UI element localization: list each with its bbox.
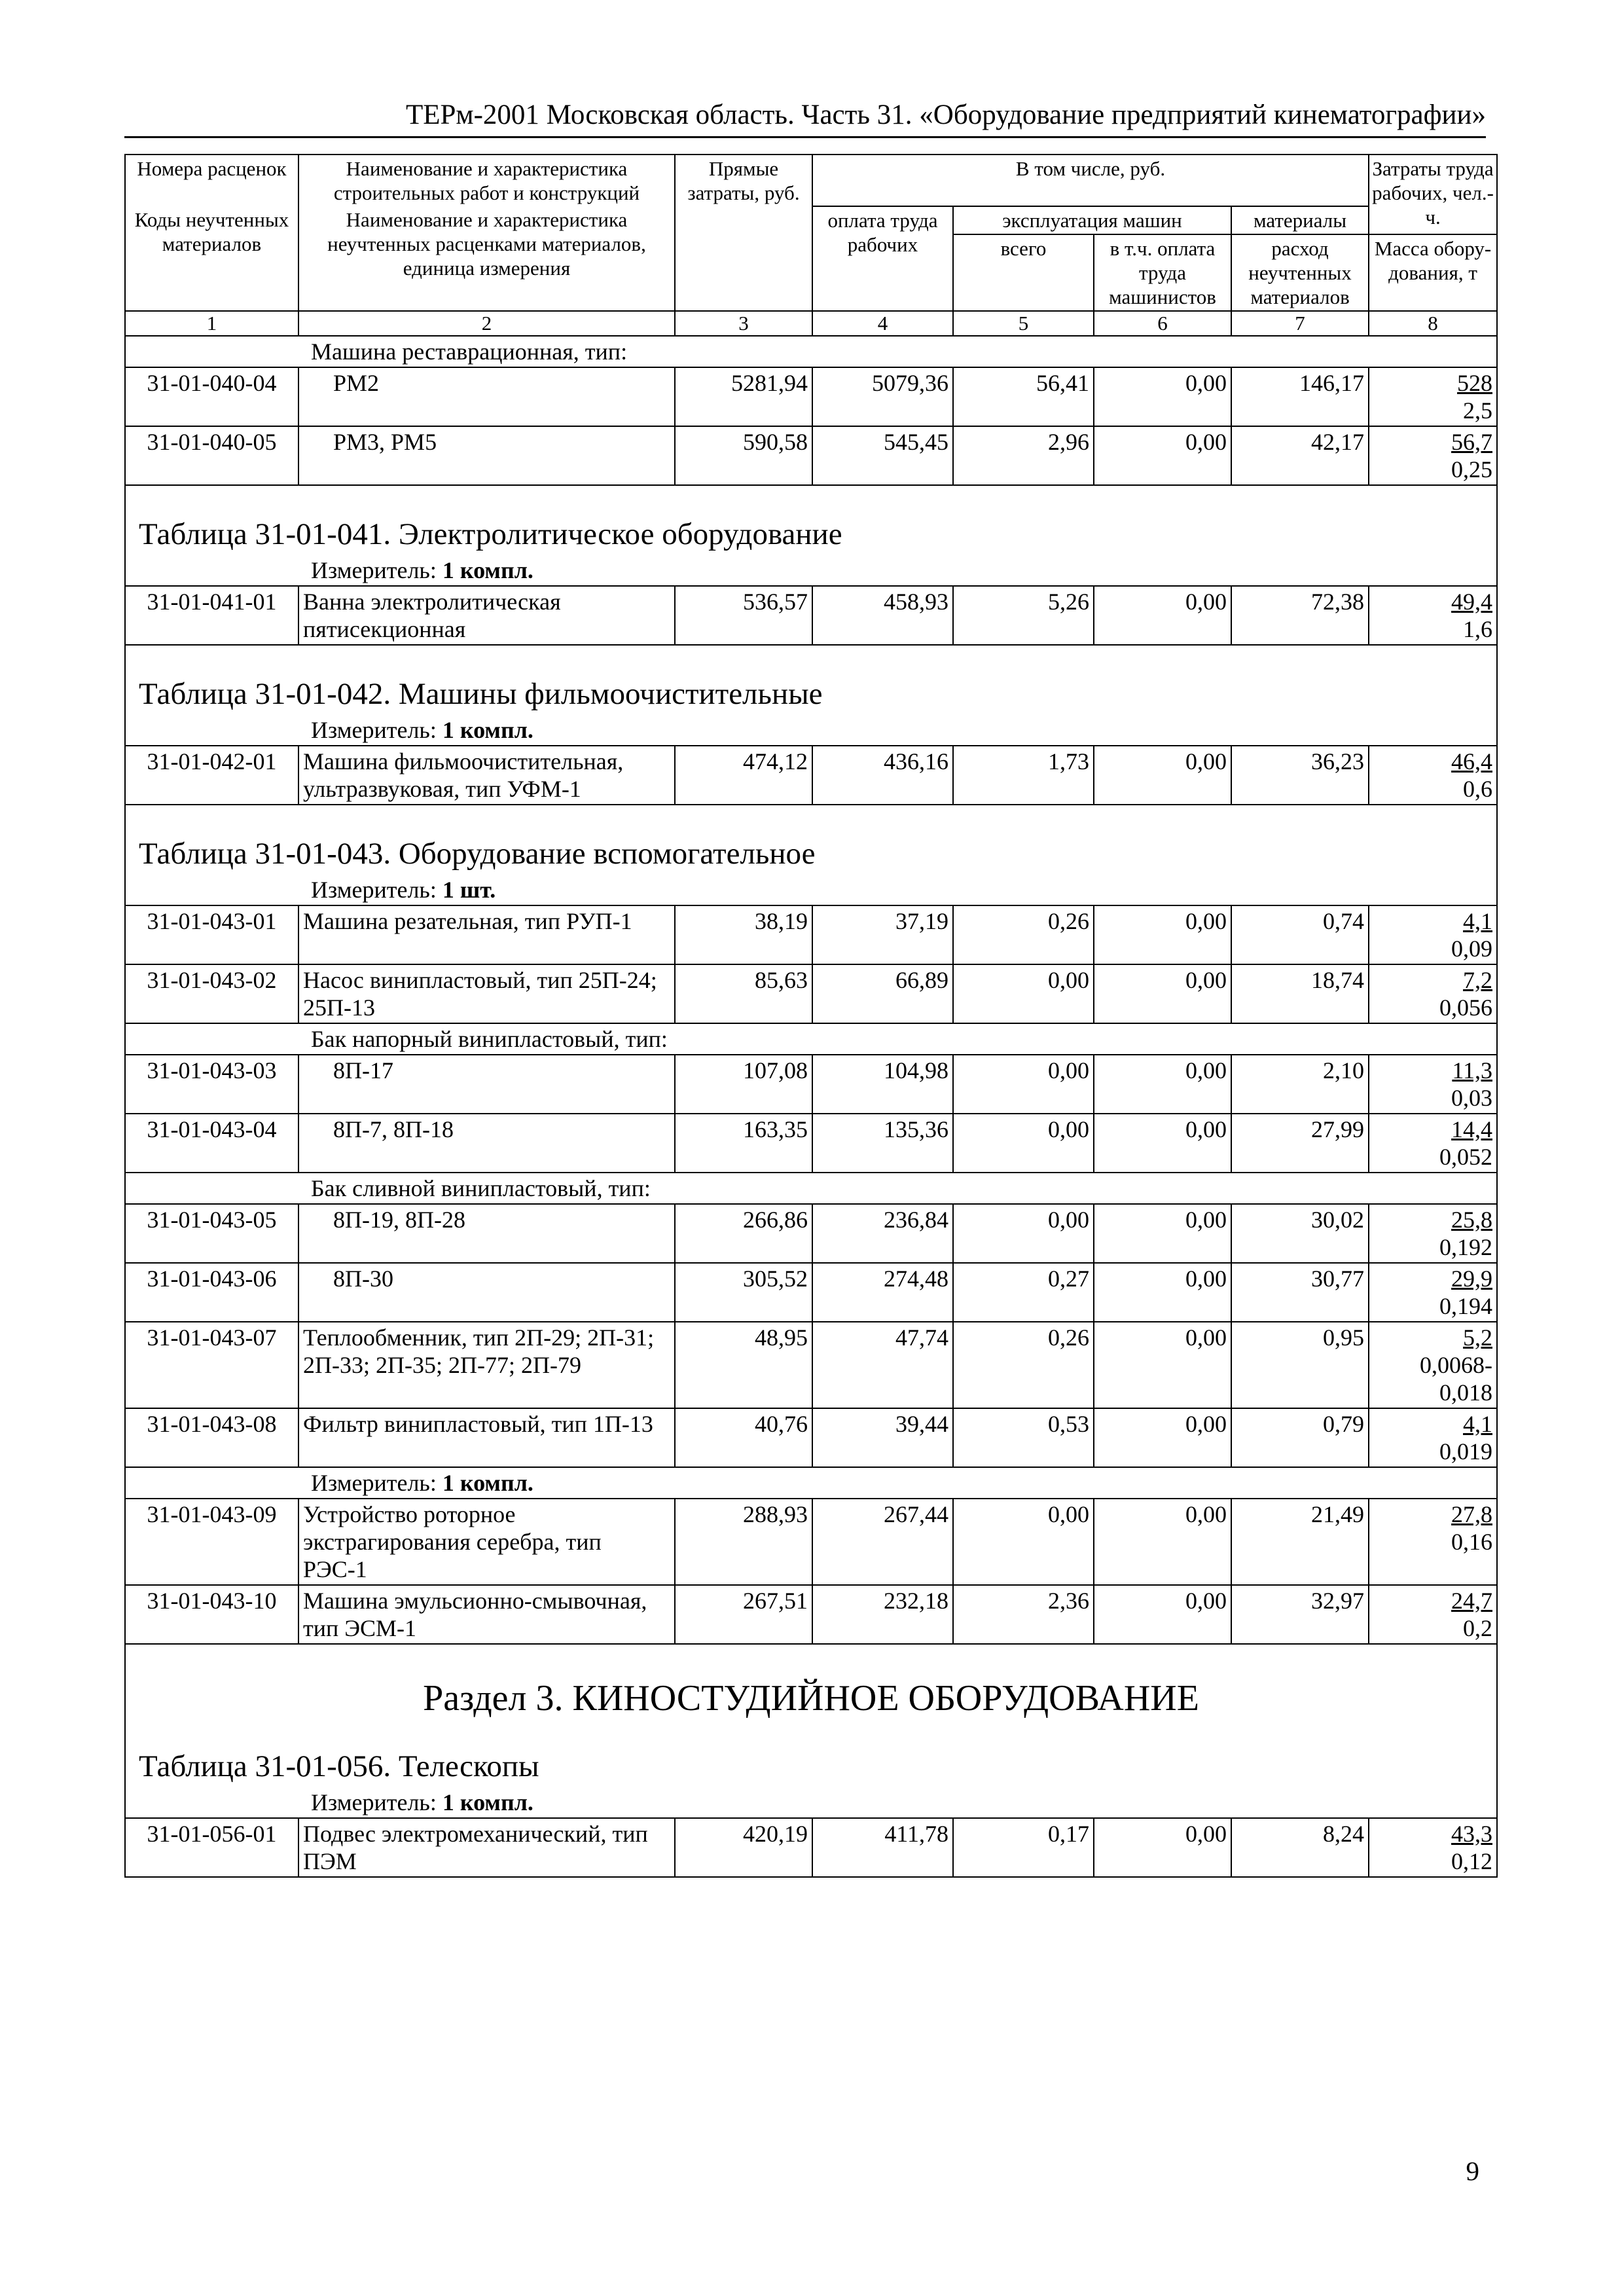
table-row [125,1055,1497,1114]
work-name: Теплообменник, тип 2П-29; 2П-31; 2П-33; 2П-35; 2П-77; 2П-79 [298,1322,675,1408]
rate-code: 31-01-043-10 [125,1585,298,1644]
table-row [125,586,1497,645]
labor-cost: 274,48 [812,1263,953,1322]
machinist-labor-cost: 0,00 [1094,1263,1231,1322]
group-title: Бак сливной винипластовый, тип: [125,1173,1497,1204]
rate-code: 31-01-043-02 [125,964,298,1023]
colnum: 3 [675,311,812,336]
col1-header-top: Номера расценок [125,155,298,206]
rate-code: 31-01-040-05 [125,426,298,485]
work-name: РМ3, РМ5 [298,426,675,485]
work-name: Насос винипластовый, тип 25П-24; 25П-13 [298,964,675,1023]
colnum: 4 [812,311,953,336]
labor-hours-mass [1369,367,1497,426]
measure-label: Измеритель: [311,1789,437,1815]
group-row [125,336,1497,367]
machines-header: эксплуатация машин [953,206,1231,234]
labor-cost: 39,44 [812,1408,953,1467]
machine-cost: 2,96 [953,426,1094,485]
materials-cost: 36,23 [1231,746,1369,805]
direct-cost: 267,51 [675,1585,812,1644]
rate-code: 31-01-043-03 [125,1055,298,1114]
direct-cost: 38,19 [675,905,812,964]
machinist-labor-cost: 0,00 [1094,1499,1231,1585]
equipment-mass: 0,12 [1451,1848,1493,1874]
direct-cost: 474,12 [675,746,812,805]
work-name: Машина фильмоочистительная, ультразвуковая, тип УФМ-1 [298,746,675,805]
measure-value: 1 компл. [442,717,533,743]
direct-cost: 48,95 [675,1322,812,1408]
labor-hours-mass [1369,1499,1497,1585]
measure-row [125,1467,1497,1499]
measure-unit [125,1787,1497,1818]
table-title-row [125,1726,1497,1787]
col6-header: в т.ч. оплата труда машинистов [1094,234,1231,311]
measure-row [125,875,1497,905]
equipment-mass: 0,192 [1439,1234,1493,1260]
labor-hours: 5,2 [1463,1324,1493,1351]
labor-hours: 27,8 [1451,1501,1493,1527]
table-row [125,1204,1497,1263]
labor-hours-mass [1369,1818,1497,1877]
equipment-mass: 1,6 [1463,616,1493,642]
labor-cost: 267,44 [812,1499,953,1585]
table-title: Таблица 31-01-056. Телескопы [125,1726,1497,1787]
machinist-labor-cost: 0,00 [1094,1585,1231,1644]
rate-code: 31-01-043-01 [125,905,298,964]
labor-hours: 46,4 [1451,748,1493,774]
table-row [125,1114,1497,1173]
group-title: Машина реставрационная, тип: [125,336,1497,367]
table-row [125,1263,1497,1322]
labor-hours-mass [1369,1204,1497,1263]
equipment-mass: 0,019 [1439,1438,1493,1465]
machine-cost: 0,26 [953,1322,1094,1408]
machinist-labor-cost: 0,00 [1094,905,1231,964]
labor-cost: 232,18 [812,1585,953,1644]
labor-cost: 436,16 [812,746,953,805]
page-number: 9 [1466,2156,1479,2186]
labor-hours: 528 [1457,370,1493,396]
labor-hours-mass [1369,1585,1497,1644]
materials-cost: 18,74 [1231,964,1369,1023]
materials-header: материалы [1231,206,1369,234]
machinist-labor-cost: 0,00 [1094,964,1231,1023]
machine-cost: 0,27 [953,1263,1094,1322]
labor-cost: 135,36 [812,1114,953,1173]
measure-unit [125,555,1497,586]
table-title-row [125,485,1497,555]
machine-cost: 0,00 [953,1204,1094,1263]
labor-cost: 104,98 [812,1055,953,1114]
work-name: Ванна электролитическая пятисекционная [298,586,675,645]
materials-cost: 32,97 [1231,1585,1369,1644]
table-row [125,1408,1497,1467]
machine-cost: 0,53 [953,1408,1094,1467]
rate-code: 31-01-043-05 [125,1204,298,1263]
materials-cost: 30,77 [1231,1263,1369,1322]
machine-cost: 2,36 [953,1585,1094,1644]
work-name: 8П-19, 8П-28 [298,1204,675,1263]
machinist-labor-cost: 0,00 [1094,1818,1231,1877]
measure-unit [125,1467,1497,1499]
colnum: 1 [125,311,298,336]
direct-cost: 288,93 [675,1499,812,1585]
rate-code: 31-01-040-04 [125,367,298,426]
col4-header: оплата труда рабочих [812,206,953,311]
equipment-mass: 0,03 [1451,1085,1493,1111]
equipment-mass: 0,052 [1439,1144,1493,1170]
direct-cost: 107,08 [675,1055,812,1114]
colnum: 7 [1231,311,1369,336]
materials-cost: 0,79 [1231,1408,1369,1467]
labor-hours: 7,2 [1463,967,1493,993]
rate-code: 31-01-043-09 [125,1499,298,1585]
table-row [125,1818,1497,1877]
rate-code: 31-01-043-04 [125,1114,298,1173]
table-row [125,1322,1497,1408]
direct-cost: 85,63 [675,964,812,1023]
table-row [125,746,1497,805]
labor-cost: 411,78 [812,1818,953,1877]
direct-cost: 420,19 [675,1818,812,1877]
machinist-labor-cost: 0,00 [1094,1204,1231,1263]
direct-cost: 536,57 [675,586,812,645]
materials-cost: 21,49 [1231,1499,1369,1585]
measure-row [125,715,1497,746]
machine-cost: 1,73 [953,746,1094,805]
column-numbers [125,311,1497,336]
measure-label: Измеритель: [311,557,437,583]
col7-header: расход неучтенных материалов [1231,234,1369,311]
rate-code: 31-01-042-01 [125,746,298,805]
measure-value: 1 компл. [442,1789,533,1815]
labor-hours-mass [1369,1114,1497,1173]
col8-header-bottom: Масса обору-дования, т [1369,234,1497,311]
col1-header-bottom: Коды неучтенных материалов [125,206,298,311]
work-name: Фильтр винипластовый, тип 1П-13 [298,1408,675,1467]
measure-row [125,1787,1497,1818]
colnum: 8 [1369,311,1497,336]
materials-cost: 146,17 [1231,367,1369,426]
price-table [124,154,1498,1878]
machine-cost: 0,00 [953,1499,1094,1585]
section-row [125,1644,1497,1726]
machinist-labor-cost: 0,00 [1094,1055,1231,1114]
labor-hours: 14,4 [1451,1116,1493,1142]
rate-code: 31-01-043-07 [125,1322,298,1408]
table-row [125,1499,1497,1585]
work-name: 8П-30 [298,1263,675,1322]
group-title: Бак напорный винипластовый, тип: [125,1023,1497,1055]
work-name: Подвес электромеханический, тип ПЭМ [298,1818,675,1877]
materials-cost: 0,95 [1231,1322,1369,1408]
labor-hours: 49,4 [1451,589,1493,615]
materials-cost: 27,99 [1231,1114,1369,1173]
table-title: Таблица 31-01-041. Электролитическое оборудование [125,485,1497,555]
table-row [125,367,1497,426]
machinist-labor-cost: 0,00 [1094,426,1231,485]
table-title-row [125,645,1497,715]
labor-hours: 43,3 [1451,1821,1493,1847]
labor-hours-mass [1369,964,1497,1023]
table-title-row [125,805,1497,875]
equipment-mass: 0,056 [1439,994,1493,1021]
equipment-mass: 0,194 [1439,1293,1493,1319]
rate-code: 31-01-041-01 [125,586,298,645]
running-header: ТЕРм-2001 Московская область. Часть 31. «Оборудование предприятий кинематографии» [124,98,1486,138]
labor-hours: 4,1 [1463,1411,1493,1437]
measure-value: 1 шт. [442,877,496,903]
labor-hours: 25,8 [1451,1207,1493,1233]
direct-cost: 590,58 [675,426,812,485]
direct-cost: 305,52 [675,1263,812,1322]
measure-value: 1 компл. [442,1470,533,1496]
measure-label: Измеритель: [311,1470,437,1496]
incl-header: В том числе, руб. [812,155,1369,206]
col8-header-top: Затраты труда рабочих, чел.-ч. [1369,155,1497,234]
rate-code: 31-01-056-01 [125,1818,298,1877]
table-row [125,426,1497,485]
table-row [125,905,1497,964]
machine-cost: 0,26 [953,905,1094,964]
machine-cost: 56,41 [953,367,1094,426]
measure-label: Измеритель: [311,877,437,903]
machinist-labor-cost: 0,00 [1094,1114,1231,1173]
labor-hours: 4,1 [1463,908,1493,934]
colnum: 2 [298,311,675,336]
measure-unit [125,715,1497,746]
measure-value: 1 компл. [442,557,533,583]
materials-cost: 2,10 [1231,1055,1369,1114]
equipment-mass: 0,25 [1451,456,1493,483]
colnum: 6 [1094,311,1231,336]
rate-code: 31-01-043-06 [125,1263,298,1322]
labor-hours-mass [1369,1055,1497,1114]
equipment-mass: 0,0068-0,018 [1420,1352,1493,1406]
labor-cost: 47,74 [812,1322,953,1408]
machinist-labor-cost: 0,00 [1094,367,1231,426]
rate-code: 31-01-043-08 [125,1408,298,1467]
materials-cost: 0,74 [1231,905,1369,964]
work-name: Устройство роторное экстрагирования серебра, тип РЭС-1 [298,1499,675,1585]
table-row [125,964,1497,1023]
labor-hours-mass [1369,905,1497,964]
machinist-labor-cost: 0,00 [1094,1322,1231,1408]
labor-hours-mass [1369,586,1497,645]
measure-unit [125,875,1497,905]
labor-cost: 545,45 [812,426,953,485]
direct-cost: 163,35 [675,1114,812,1173]
direct-cost: 40,76 [675,1408,812,1467]
machine-cost: 0,00 [953,964,1094,1023]
direct-cost: 266,86 [675,1204,812,1263]
labor-hours-mass [1369,1408,1497,1467]
machine-cost: 5,26 [953,586,1094,645]
table-title: Таблица 31-01-043. Оборудование вспомогательное [125,805,1497,875]
labor-hours: 56,7 [1451,429,1493,455]
labor-cost: 458,93 [812,586,953,645]
equipment-mass: 0,2 [1463,1615,1493,1641]
equipment-mass: 0,09 [1451,936,1493,962]
materials-cost: 42,17 [1231,426,1369,485]
group-row [125,1023,1497,1055]
col2-header-bottom: Наименование и характеристика неучтенных расценками материалов, единица измерения [298,206,675,311]
labor-hours-mass [1369,1263,1497,1322]
equipment-mass: 0,6 [1463,776,1493,802]
measure-label: Измеритель: [311,717,437,743]
col5-header: всего [953,234,1094,311]
labor-cost: 66,89 [812,964,953,1023]
work-name: 8П-17 [298,1055,675,1114]
labor-cost: 5079,36 [812,367,953,426]
materials-cost: 8,24 [1231,1818,1369,1877]
measure-row [125,555,1497,586]
work-name: 8П-7, 8П-18 [298,1114,675,1173]
direct-cost: 5281,94 [675,367,812,426]
equipment-mass: 0,16 [1451,1529,1493,1555]
table-row [125,1585,1497,1644]
equipment-mass: 2,5 [1463,397,1493,424]
machine-cost: 0,17 [953,1818,1094,1877]
labor-cost: 236,84 [812,1204,953,1263]
labor-hours-mass [1369,1322,1497,1408]
col3-header: Прямые затраты, руб. [675,155,812,311]
colnum: 5 [953,311,1094,336]
machinist-labor-cost: 0,00 [1094,746,1231,805]
section-title: Раздел 3. КИНОСТУДИЙНОЕ ОБОРУДОВАНИЕ [125,1644,1497,1726]
labor-hours: 29,9 [1451,1266,1493,1292]
labor-hours-mass [1369,746,1497,805]
machinist-labor-cost: 0,00 [1094,1408,1231,1467]
labor-cost: 37,19 [812,905,953,964]
machine-cost: 0,00 [953,1114,1094,1173]
labor-hours-mass [1369,426,1497,485]
machine-cost: 0,00 [953,1055,1094,1114]
work-name: Машина эмульсионно-смывочная, тип ЭСМ-1 [298,1585,675,1644]
group-row [125,1173,1497,1204]
work-name: Машина резательная, тип РУП-1 [298,905,675,964]
table-title: Таблица 31-01-042. Машины фильмоочистительные [125,645,1497,715]
materials-cost: 30,02 [1231,1204,1369,1263]
work-name: РМ2 [298,367,675,426]
labor-hours: 24,7 [1451,1588,1493,1614]
machinist-labor-cost: 0,00 [1094,586,1231,645]
col2-header-top: Наименование и характеристика строительных работ и конструкций [298,155,675,206]
labor-hours: 11,3 [1452,1057,1493,1084]
materials-cost: 72,38 [1231,586,1369,645]
